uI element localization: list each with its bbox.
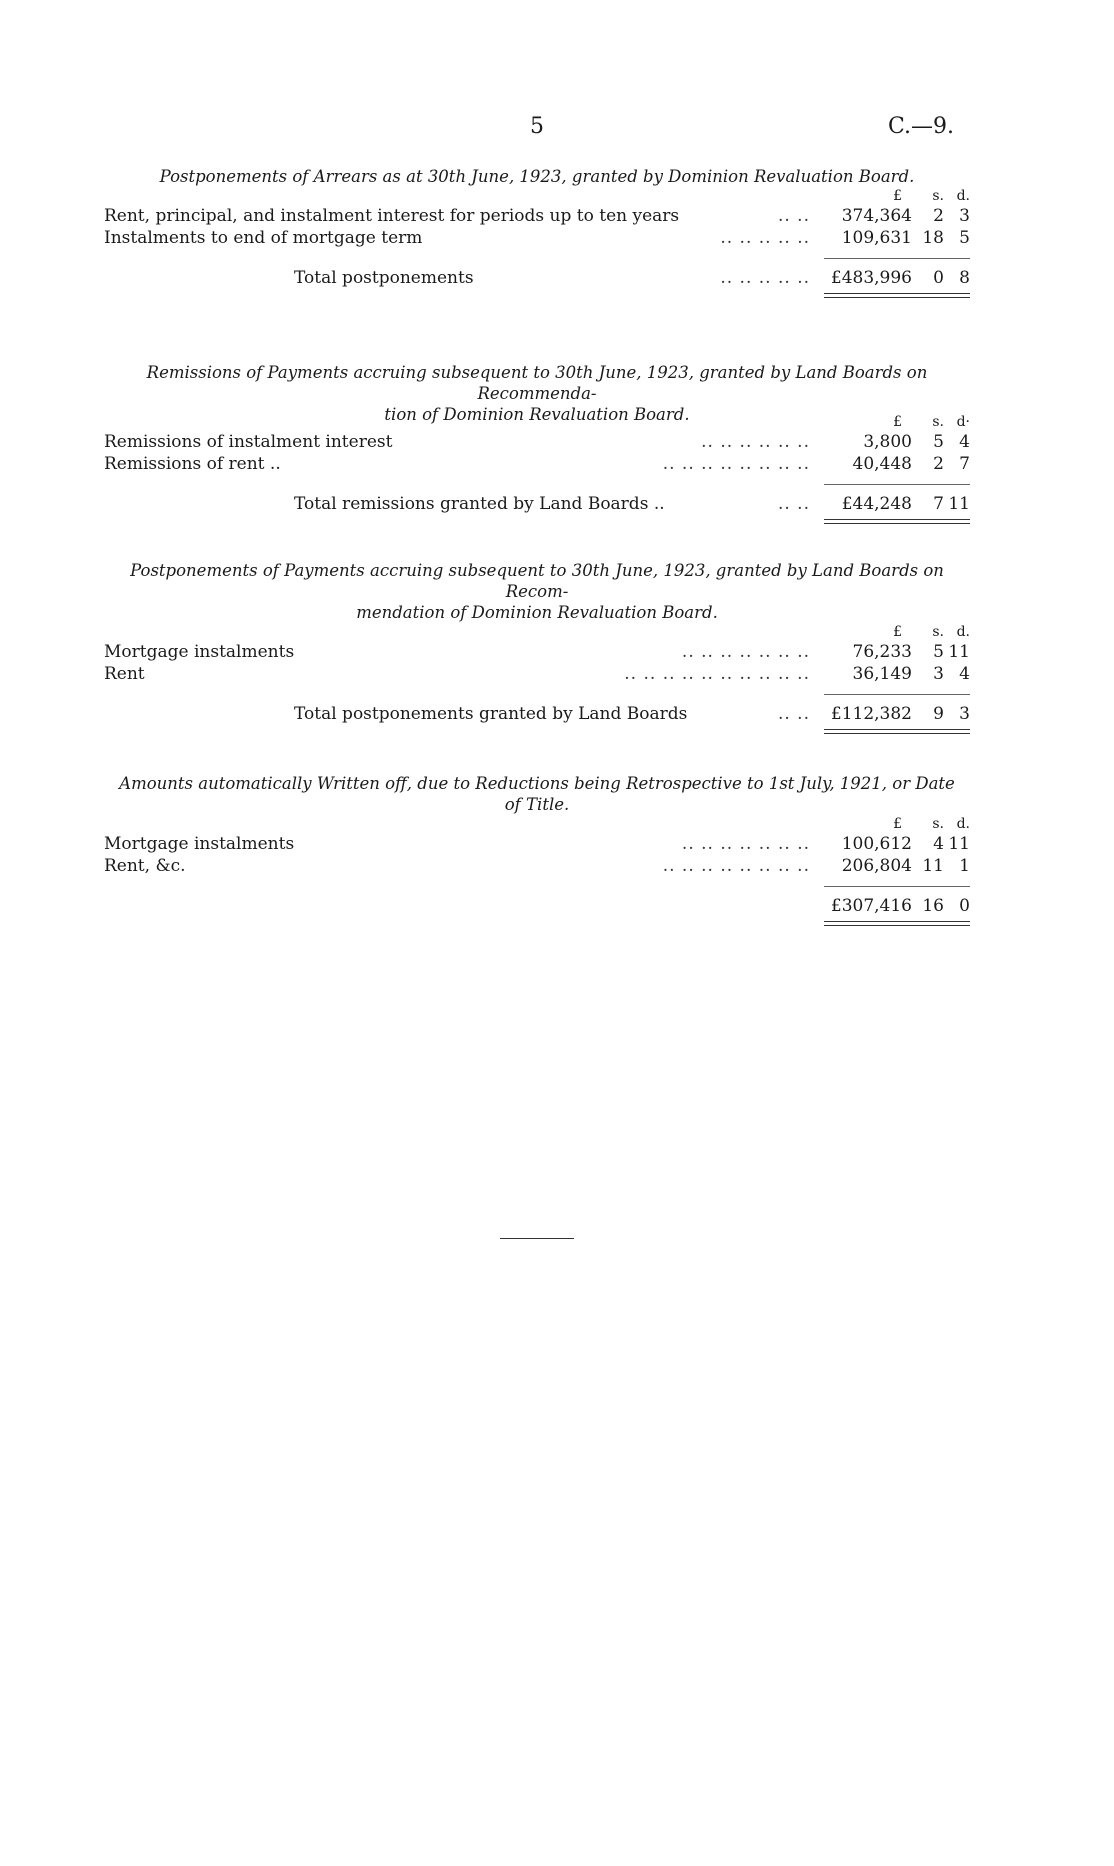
section-payment-postponements: [104, 560, 970, 735]
shillings-value: 5: [933, 642, 944, 662]
shillings-value: 11: [922, 856, 944, 876]
row-label: Rent, &c.: [104, 856, 186, 876]
section-title-line: mendation of Dominion Revaluation Board.: [356, 603, 718, 622]
table-row: [104, 833, 970, 855]
pounds-head: £: [893, 414, 902, 430]
table-row: [104, 205, 970, 227]
shillings-value: 5: [933, 432, 944, 452]
section-arrears-postponements: [104, 166, 970, 299]
pence-value: 3: [959, 206, 970, 226]
row-label: Instalments to end of mortgage term: [104, 228, 423, 248]
pounds-value: 100,612: [841, 834, 912, 854]
total-shillings: 9: [933, 704, 944, 724]
table-row: [104, 663, 970, 685]
leader-dots: .. .. .. .. .. .. .. .. .. ..: [624, 664, 810, 684]
leader-dots: .. .. .. .. .. ..: [701, 432, 810, 452]
total-row: [104, 703, 970, 725]
column-heads: [104, 187, 970, 205]
shillings-value: 3: [933, 664, 944, 684]
shillings-head: s.: [932, 624, 944, 640]
pence-value: 1: [959, 856, 970, 876]
section-title-line: tion of Dominion Revaluation Board.: [384, 405, 690, 424]
subtotal-rule: [824, 484, 970, 485]
pence-value: 4: [959, 432, 970, 452]
leader-dots: .. .. .. .. .. .. .. ..: [662, 454, 810, 474]
row-label: Rent, principal, and instalment interest for periods up to ten years: [104, 206, 680, 226]
table-row: [104, 855, 970, 877]
row-label: Mortgage instalments: [104, 642, 295, 662]
section-remissions: [104, 362, 970, 525]
section-title-line: of Title.: [504, 795, 570, 814]
leader-dots: .. .. .. .. ..: [720, 228, 810, 248]
table-row: [104, 641, 970, 663]
leader-dots: .. .. .. .. .. .. ..: [681, 834, 810, 854]
pence-value: 5: [959, 228, 970, 248]
total-row: [104, 267, 970, 289]
pence-value: 11: [948, 642, 970, 662]
shillings-value: 2: [933, 454, 944, 474]
total-shillings: 7: [933, 494, 944, 514]
amounts-table: [104, 815, 970, 927]
total-row: [104, 493, 970, 515]
total-shillings: 16: [922, 896, 944, 916]
pounds-value: 206,804: [841, 856, 912, 876]
shillings-head: s.: [932, 188, 944, 204]
row-label: Remissions of instalment interest: [104, 432, 393, 452]
total-double-rule: [824, 729, 970, 734]
column-heads: [104, 815, 970, 833]
leader-dots: .. ..: [777, 704, 810, 724]
table-row: [104, 453, 970, 475]
section-title: [104, 560, 970, 623]
total-label: Total postponements granted by Land Boards: [294, 704, 688, 724]
subtotal-rule: [824, 694, 970, 695]
section-title: [104, 166, 970, 187]
pence-head: d.: [956, 624, 970, 640]
pounds-value: 374,364: [841, 206, 912, 226]
page-number: 5: [530, 114, 544, 139]
total-double-rule: [824, 921, 970, 926]
total-pounds: £307,416: [830, 896, 912, 916]
pence-value: 11: [948, 834, 970, 854]
row-label: Remissions of rent ..: [104, 454, 281, 474]
table-row: [104, 431, 970, 453]
section-title-line: Remissions of Payments accruing subsequent to 30th June, 1923, granted by Land Boards on Recommenda-: [146, 363, 928, 403]
amounts-table: [104, 413, 970, 525]
shillings-value: 4: [933, 834, 944, 854]
total-pence: 0: [959, 896, 970, 916]
pounds-value: 36,149: [852, 664, 912, 684]
total-label: Total postponements: [294, 268, 474, 288]
pence-value: 4: [959, 664, 970, 684]
shillings-head: s.: [932, 816, 944, 832]
total-label: Total remissions granted by Land Boards ..: [294, 494, 665, 514]
section-title-line: Amounts automatically Written off, due to Reductions being Retrospective to 1st July, 1921, or Date: [119, 774, 955, 793]
pounds-head: £: [893, 624, 902, 640]
total-pounds: £112,382: [830, 704, 912, 724]
document-reference: C.—9.: [888, 114, 955, 139]
pence-head: d·: [956, 414, 970, 430]
total-pounds: £44,248: [841, 494, 912, 514]
section-title: [104, 773, 970, 815]
pounds-value: 109,631: [841, 228, 912, 248]
section-title-line: Postponements of Payments accruing subsequent to 30th June, 1923, granted by Land Boards on Recom-: [130, 561, 944, 601]
subtotal-rule: [824, 258, 970, 259]
leader-dots: .. .. .. .. .. .. .. ..: [662, 856, 810, 876]
pounds-head: £: [893, 188, 902, 204]
leader-dots: .. .. .. .. .. .. ..: [681, 642, 810, 662]
leader-dots: .. ..: [777, 494, 810, 514]
subtotal-rule: [824, 886, 970, 887]
amounts-table: [104, 187, 970, 299]
pence-head: d.: [956, 188, 970, 204]
pence-head: d.: [956, 816, 970, 832]
total-pence: 3: [959, 704, 970, 724]
total-pence: 8: [959, 268, 970, 288]
leader-dots: .. .. .. .. ..: [720, 268, 810, 288]
row-label: Mortgage instalments: [104, 834, 295, 854]
page-header: [0, 114, 1114, 144]
row-label: Rent: [104, 664, 145, 684]
section-title-line: Postponements of Arrears as at 30th June, 1923, granted by Dominion Revaluation Board.: [159, 167, 915, 186]
column-heads: [104, 623, 970, 641]
shillings-head: s.: [932, 414, 944, 430]
pence-value: 7: [959, 454, 970, 474]
total-double-rule: [824, 519, 970, 524]
total-double-rule: [824, 293, 970, 298]
pounds-value: 3,800: [863, 432, 912, 452]
shillings-value: 18: [922, 228, 944, 248]
pounds-value: 76,233: [852, 642, 912, 662]
table-row: [104, 227, 970, 249]
shillings-value: 2: [933, 206, 944, 226]
section-amounts-written-off: [104, 773, 970, 927]
pounds-value: 40,448: [852, 454, 912, 474]
total-pounds: £483,996: [830, 268, 912, 288]
column-heads: [104, 413, 970, 431]
end-rule: [500, 1238, 574, 1239]
total-shillings: 0: [933, 268, 944, 288]
pounds-head: £: [893, 816, 902, 832]
amounts-table: [104, 623, 970, 735]
leader-dots: .. ..: [777, 206, 810, 226]
total-row: [104, 895, 970, 917]
total-pence: 11: [948, 494, 970, 514]
